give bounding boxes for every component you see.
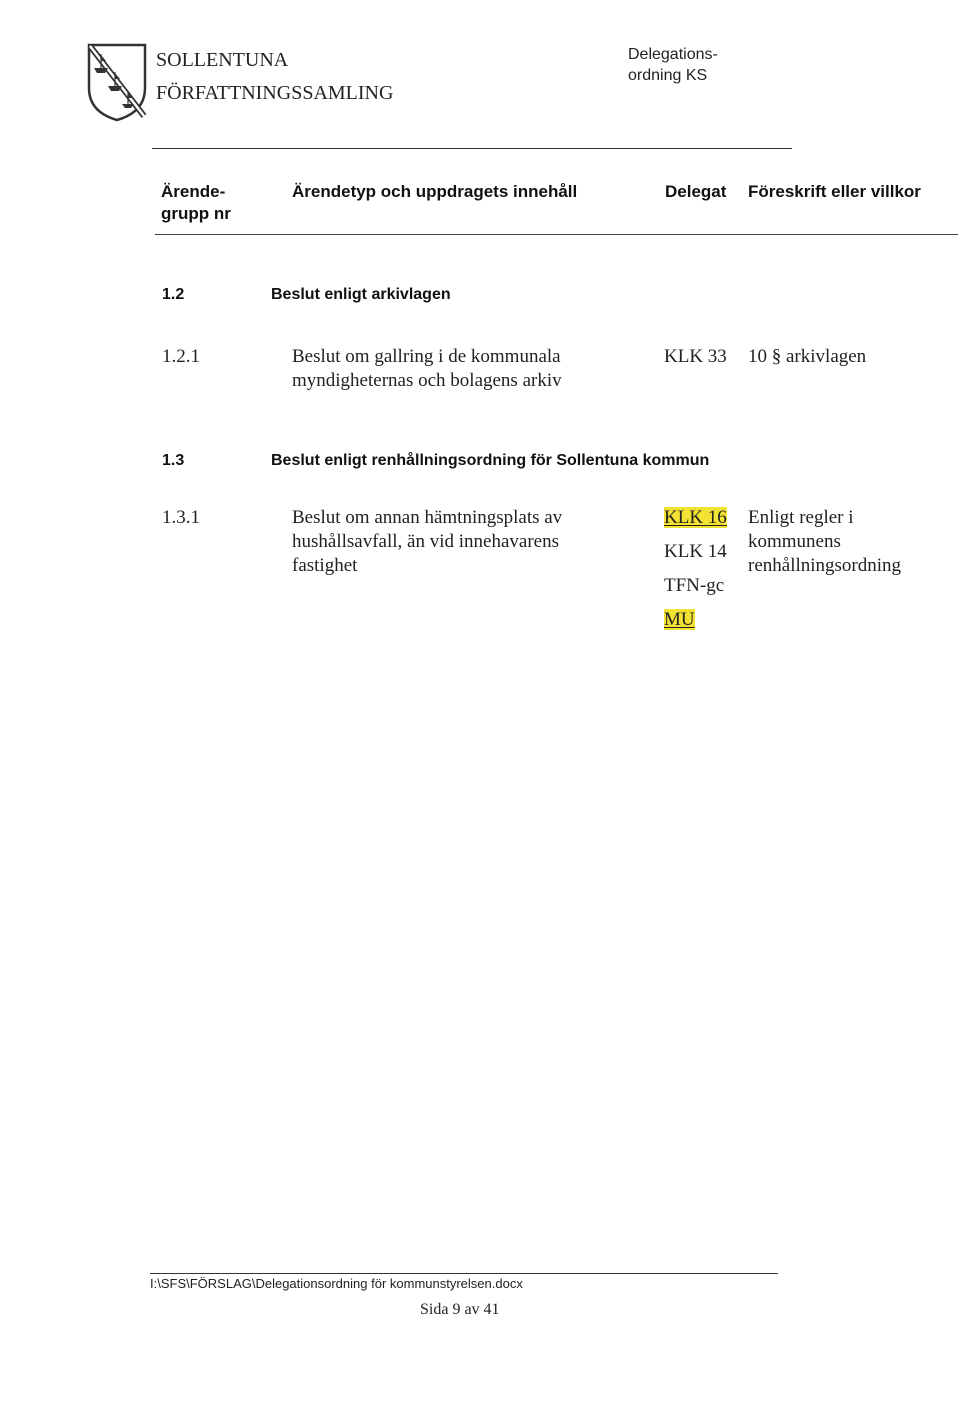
section-title: Beslut enligt renhållningsordning för Sollentuna kommun bbox=[271, 452, 710, 469]
row-delegat: KLK 33 bbox=[664, 346, 727, 367]
row-content bbox=[292, 506, 562, 578]
row-content-line: Beslut om gallring i de kommunala bbox=[292, 346, 561, 367]
delegat-item: TFN-gc bbox=[664, 575, 725, 596]
row-content-line: myndigheternas och bolagens arkiv bbox=[292, 370, 562, 391]
row-delegat-list bbox=[664, 506, 727, 642]
page-number: Sida 9 av 41 bbox=[420, 1301, 500, 1318]
column-header-group-nr: Ärende- grupp nr bbox=[161, 182, 231, 223]
doc-title-line1: Delegations- bbox=[628, 46, 718, 63]
delegat-item: KLK 14 bbox=[664, 541, 727, 562]
header-divider bbox=[152, 148, 792, 149]
delegat-item-highlighted: KLK 16 bbox=[664, 507, 727, 528]
table-header-divider bbox=[155, 234, 958, 235]
row-number: 1.2.1 bbox=[162, 346, 200, 367]
row-villkor-line: Enligt regler i bbox=[748, 507, 854, 528]
column-header-content: Ärendetyp och uppdragets innehåll bbox=[292, 182, 578, 201]
row-villkor-line: renhållningsordning bbox=[748, 555, 902, 576]
row-number: 1.3.1 bbox=[162, 507, 200, 528]
footer-divider bbox=[150, 1273, 778, 1274]
org-name-line2: FÖRFATTNINGSSAMLING bbox=[156, 82, 394, 104]
municipal-crest-icon bbox=[86, 42, 148, 122]
doc-title-line2: ordning KS bbox=[628, 67, 708, 84]
section-number: 1.3 bbox=[162, 452, 185, 469]
section-number: 1.2 bbox=[162, 286, 185, 303]
row-villkor bbox=[748, 506, 901, 578]
footer-file-path: I:\SFS\FÖRSLAG\Delegationsordning för kommunstyrelsen.docx bbox=[150, 1276, 523, 1291]
row-villkor: 10 § arkivlagen bbox=[748, 346, 867, 367]
organization-name bbox=[156, 44, 393, 110]
org-name-line1: SOLLENTUNA bbox=[156, 49, 289, 71]
delegat-item-highlighted: MU bbox=[664, 609, 695, 630]
column-header-villkor: Föreskrift eller villkor bbox=[748, 182, 921, 201]
delegat-item-wrap bbox=[664, 608, 727, 642]
document-title bbox=[628, 44, 718, 86]
delegat-item-wrap bbox=[664, 506, 727, 540]
row-content-line: Beslut om annan hämtningsplats av bbox=[292, 507, 563, 528]
row-villkor-line: kommunens bbox=[748, 531, 841, 552]
section-title: Beslut enligt arkivlagen bbox=[271, 286, 451, 303]
column-header-delegat: Delegat bbox=[665, 182, 727, 201]
row-content bbox=[292, 345, 562, 393]
row-content-line: hushållsavfall, än vid innehavarens bbox=[292, 531, 559, 552]
row-content-line: fastighet bbox=[292, 555, 358, 576]
